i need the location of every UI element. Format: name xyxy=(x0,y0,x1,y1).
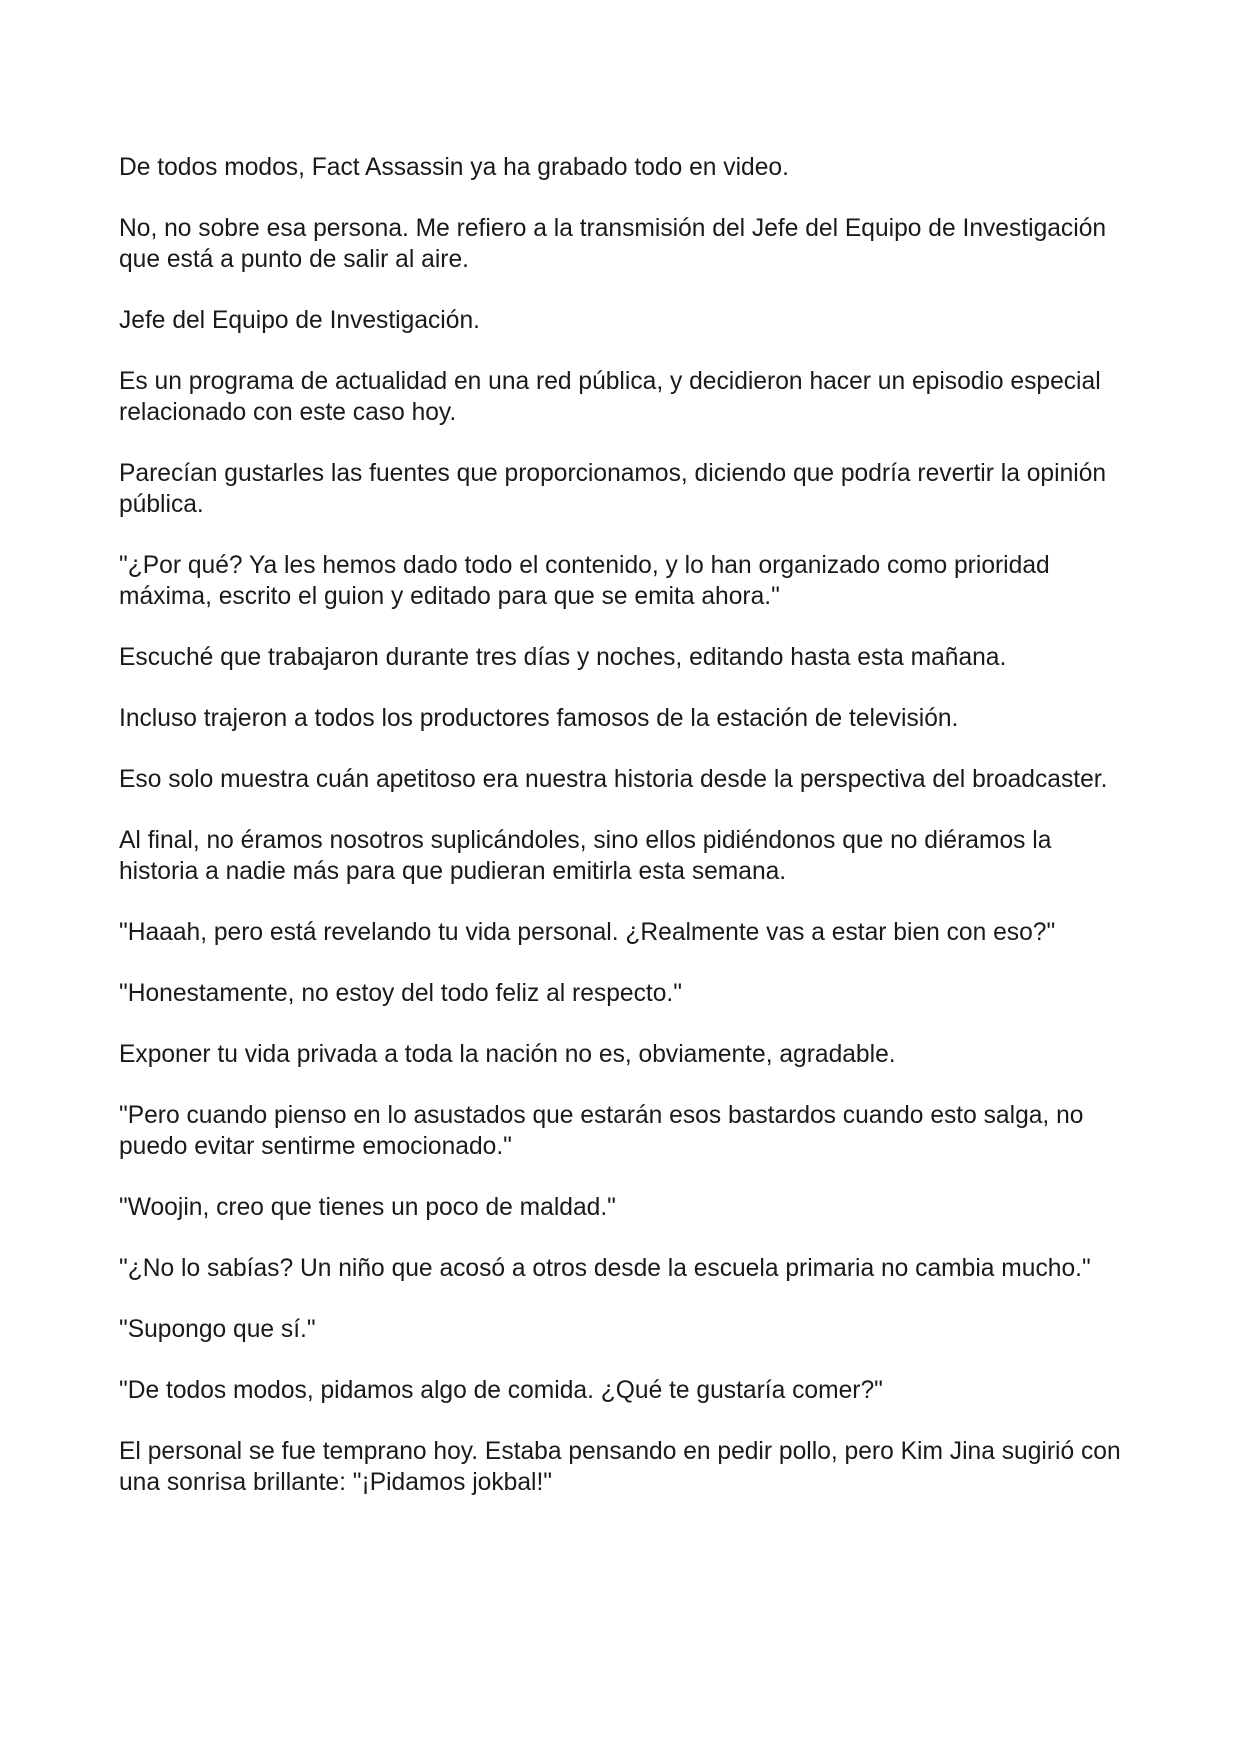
paragraph: "Honestamente, no estoy del todo feliz al respecto." xyxy=(119,980,682,1007)
paragraph: Al final, no éramos nosotros suplicándoles, sino ellos pidiéndonos que no diéramos la historia a nadie más para que pudieran emitirla esta semana. xyxy=(119,827,1052,885)
document-body xyxy=(119,152,1129,1528)
paragraph: "Supongo que sí." xyxy=(119,1316,316,1343)
paragraph: De todos modos, Fact Assassin ya ha grabado todo en video. xyxy=(119,154,789,181)
paragraph: "¿No lo sabías? Un niño que acosó a otros desde la escuela primaria no cambia mucho." xyxy=(119,1255,1091,1282)
paragraph: "De todos modos, pidamos algo de comida. ¿Qué te gustaría comer?" xyxy=(119,1377,883,1404)
paragraph: El personal se fue temprano hoy. Estaba pensando en pedir pollo, pero Kim Jina sugirió con una sonrisa brillante: "¡Pidamos jokbal!" xyxy=(119,1438,1121,1496)
paragraph: "Haaah, pero está revelando tu vida personal. ¿Realmente vas a estar bien con eso?" xyxy=(119,919,1056,946)
paragraph: Parecían gustarles las fuentes que proporcionamos, diciendo que podría revertir la opinión pública. xyxy=(119,460,1107,518)
paragraph: "Pero cuando pienso en lo asustados que estarán esos bastardos cuando esto salga, no puedo evitar sentirme emocionado." xyxy=(119,1102,1084,1160)
paragraph: No, no sobre esa persona. Me refiero a la transmisión del Jefe del Equipo de Investigación que está a punto de salir al aire. xyxy=(119,215,1107,273)
paragraph: "Woojin, creo que tienes un poco de maldad." xyxy=(119,1194,616,1221)
paragraph: "¿Por qué? Ya les hemos dado todo el contenido, y lo han organizado como prioridad máxima, escrito el guion y editado para que se emita ahora." xyxy=(119,552,1050,610)
paragraph: Es un programa de actualidad en una red pública, y decidieron hacer un episodio especial relacionado con este caso hoy. xyxy=(119,368,1101,426)
paragraph: Incluso trajeron a todos los productores famosos de la estación de televisión. xyxy=(119,705,959,732)
paragraph: Exponer tu vida privada a toda la nación no es, obviamente, agradable. xyxy=(119,1041,896,1068)
paragraph: Escuché que trabajaron durante tres días y noches, editando hasta esta mañana. xyxy=(119,644,1007,671)
paragraph: Eso solo muestra cuán apetitoso era nuestra historia desde la perspectiva del broadcaster. xyxy=(119,766,1108,793)
paragraph: Jefe del Equipo de Investigación. xyxy=(119,307,480,334)
